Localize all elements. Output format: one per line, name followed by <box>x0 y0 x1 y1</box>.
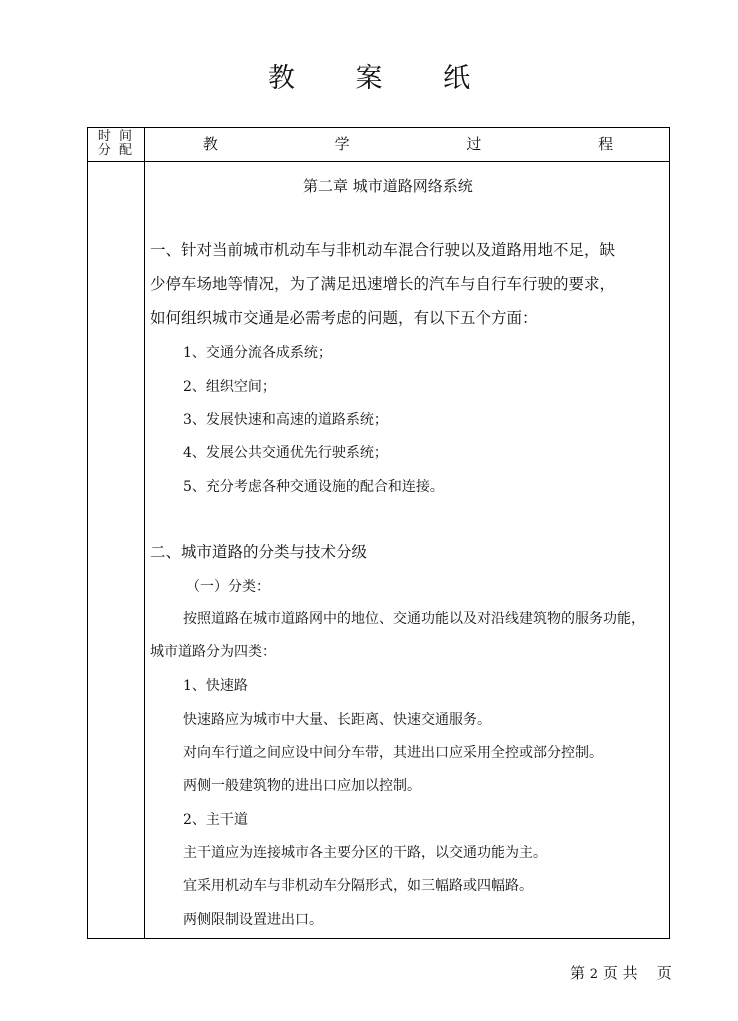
arterial-line: 宜采用机动车与非机动车分隔形式，如三幅路或四幅路。 <box>183 878 533 894</box>
aspect-item: 3、发展快速和高速的道路系统； <box>183 412 388 428</box>
expressway-line: 快速路应为城市中大量、长距离、快速交通服务。 <box>183 712 491 728</box>
expressway-line: 对向车行道之间应设中间分车带，其进出口应采用全控或部分控制。 <box>183 745 603 761</box>
page-footer <box>570 962 672 983</box>
expressway-title: 1、快速路 <box>183 678 248 694</box>
footer-middle: 页 共 <box>602 964 638 982</box>
section1-line1: 一、针对当前城市机动车与非机动车混合行驶以及道路用地不足，缺 <box>150 241 616 259</box>
arterial-line: 主干道应为连接城市各主要分区的干路，以交通功能为主。 <box>183 845 547 861</box>
time-allocation-header <box>88 128 144 161</box>
aspect-item: 4、发展公共交通优先行驶系统； <box>183 445 388 461</box>
time-header-line2: 分 配 <box>97 143 135 158</box>
header-divider <box>88 161 669 162</box>
teaching-process-header: 教 学 过 程 <box>202 135 670 153</box>
section1-line3: 如何组织城市交通是必需考虑的问题，有以下五个方面： <box>150 309 538 327</box>
page-number: 2 <box>589 967 599 982</box>
expressway-line: 两侧一般建筑物的进出口应加以控制。 <box>183 778 421 794</box>
aspect-item: 1、交通分流各成系统； <box>183 345 332 361</box>
footer-suffix: 页 <box>656 964 672 982</box>
arterial-title: 2、主干道 <box>183 812 248 828</box>
classification-intro-line1: 按照道路在城市道路网中的地位、交通功能以及对沿线建筑物的服务功能， <box>183 611 645 627</box>
time-header-line1: 时 间 <box>97 129 135 144</box>
aspect-item: 2、组织空间； <box>183 379 276 395</box>
classification-intro-line2: 城市道路分为四类： <box>150 644 276 660</box>
section1-line2: 少停车场地等情况，为了满足迅速增长的汽车与自行车行驶的要求， <box>150 275 616 293</box>
column-divider <box>144 128 145 938</box>
chapter-title: 第二章 城市道路网络系统 <box>303 177 473 195</box>
aspect-item: 5、充分考虑各种交通设施的配合和连接。 <box>183 479 444 495</box>
document-title: 教 案 纸 <box>267 63 497 94</box>
section2-title: 二、城市道路的分类与技术分级 <box>150 543 368 561</box>
footer-prefix: 第 <box>570 964 586 982</box>
subsection-classification: （一）分类： <box>186 579 270 595</box>
arterial-line: 两侧限制设置进出口。 <box>183 912 323 928</box>
